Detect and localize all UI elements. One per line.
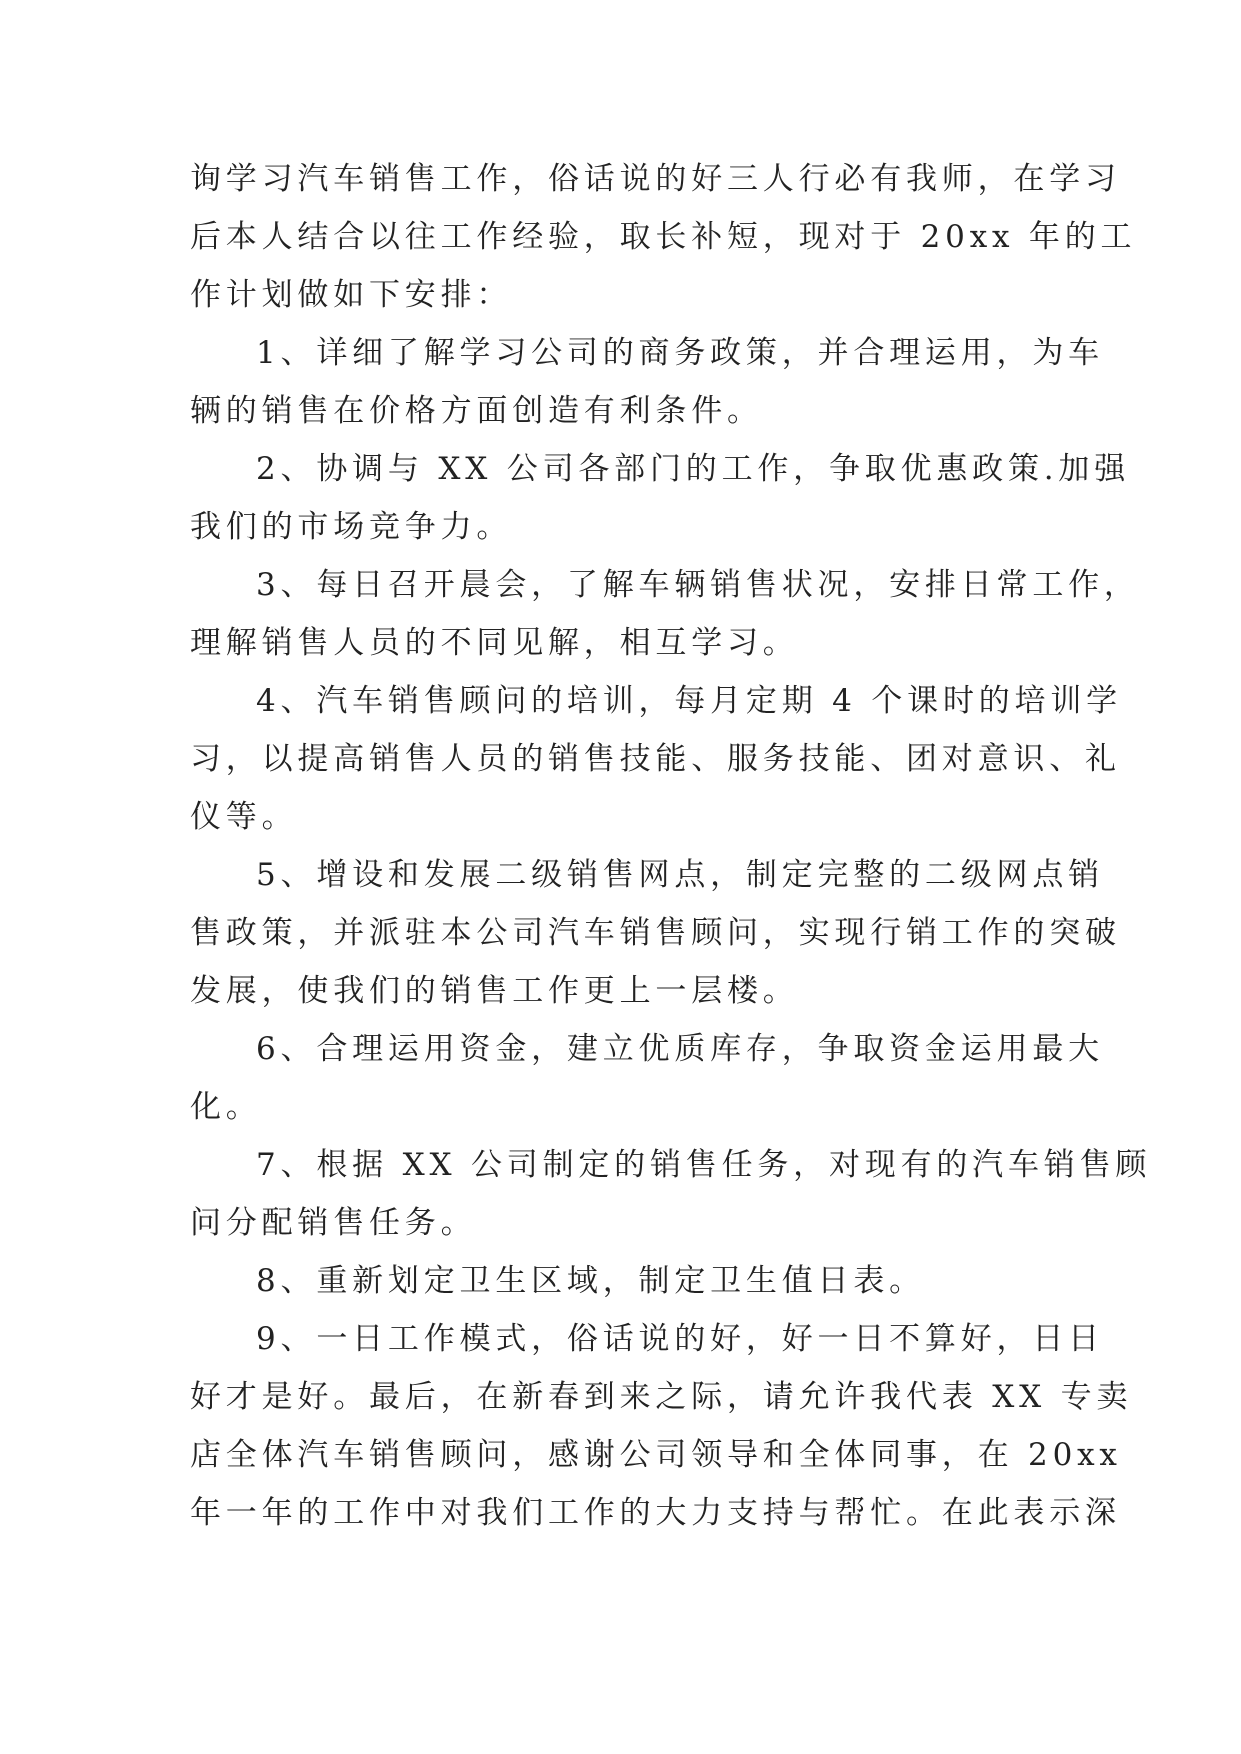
text-line: 化。 — [190, 1089, 262, 1125]
text-line: 我们的市场竞争力。 — [190, 509, 513, 545]
list-item-6-line: 6、合理运用资金，建立优质库存，争取资金运用最大 — [256, 1031, 1104, 1067]
text-line: 售政策，并派驻本公司汽车销售顾问，实现行销工作的突破 — [190, 915, 1121, 951]
text-line: 发展，使我们的销售工作更上一层楼。 — [190, 973, 799, 1009]
text-line: 理解销售人员的不同见解，相互学习。 — [190, 625, 799, 661]
list-item-5-line: 5、增设和发展二级销售网点，制定完整的二级网点销 — [256, 857, 1104, 893]
list-item-2-line: 2、协调与 XX 公司各部门的工作，争取优惠政策.加强 — [256, 451, 1131, 487]
text-line: 好才是好。最后，在新春到来之际，请允许我代表 XX 专卖 — [190, 1379, 1133, 1415]
text-line: 辆的销售在价格方面创造有利条件。 — [190, 393, 763, 429]
list-item-9-line: 9、一日工作模式，俗话说的好，好一日不算好，日日 — [256, 1321, 1104, 1357]
text-line: 问分配销售任务。 — [190, 1205, 477, 1241]
text-line: 询学习汽车销售工作，俗话说的好三人行必有我师，在学习 — [190, 161, 1121, 197]
text-line: 店全体汽车销售顾问，感谢公司领导和全体同事，在 20xx — [190, 1437, 1122, 1473]
list-item-8-line: 8、重新划定卫生区域，制定卫生值日表。 — [256, 1263, 925, 1299]
text-line: 仪等。 — [190, 799, 298, 835]
list-item-3-line: 3、每日召开晨会，了解车辆销售状况，安排日常工作， — [256, 567, 1140, 603]
text-line: 作计划做如下安排： — [190, 277, 513, 313]
text-line: 年一年的工作中对我们工作的大力支持与帮忙。在此表示深 — [190, 1495, 1121, 1531]
text-line: 后本人结合以往工作经验，取长补短，现对于 20xx 年的工 — [190, 219, 1137, 255]
list-item-1-line: 1、详细了解学习公司的商务政策，并合理运用，为车 — [256, 335, 1104, 371]
text-line: 习，以提高销售人员的销售技能、服务技能、团对意识、礼 — [190, 741, 1121, 777]
list-item-4-line: 4、汽车销售顾问的培训，每月定期 4 个课时的培训学 — [256, 683, 1122, 719]
document-body — [190, 150, 1152, 1542]
list-item-7-line: 7、根据 XX 公司制定的销售任务，对现有的汽车销售顾 — [256, 1147, 1152, 1183]
